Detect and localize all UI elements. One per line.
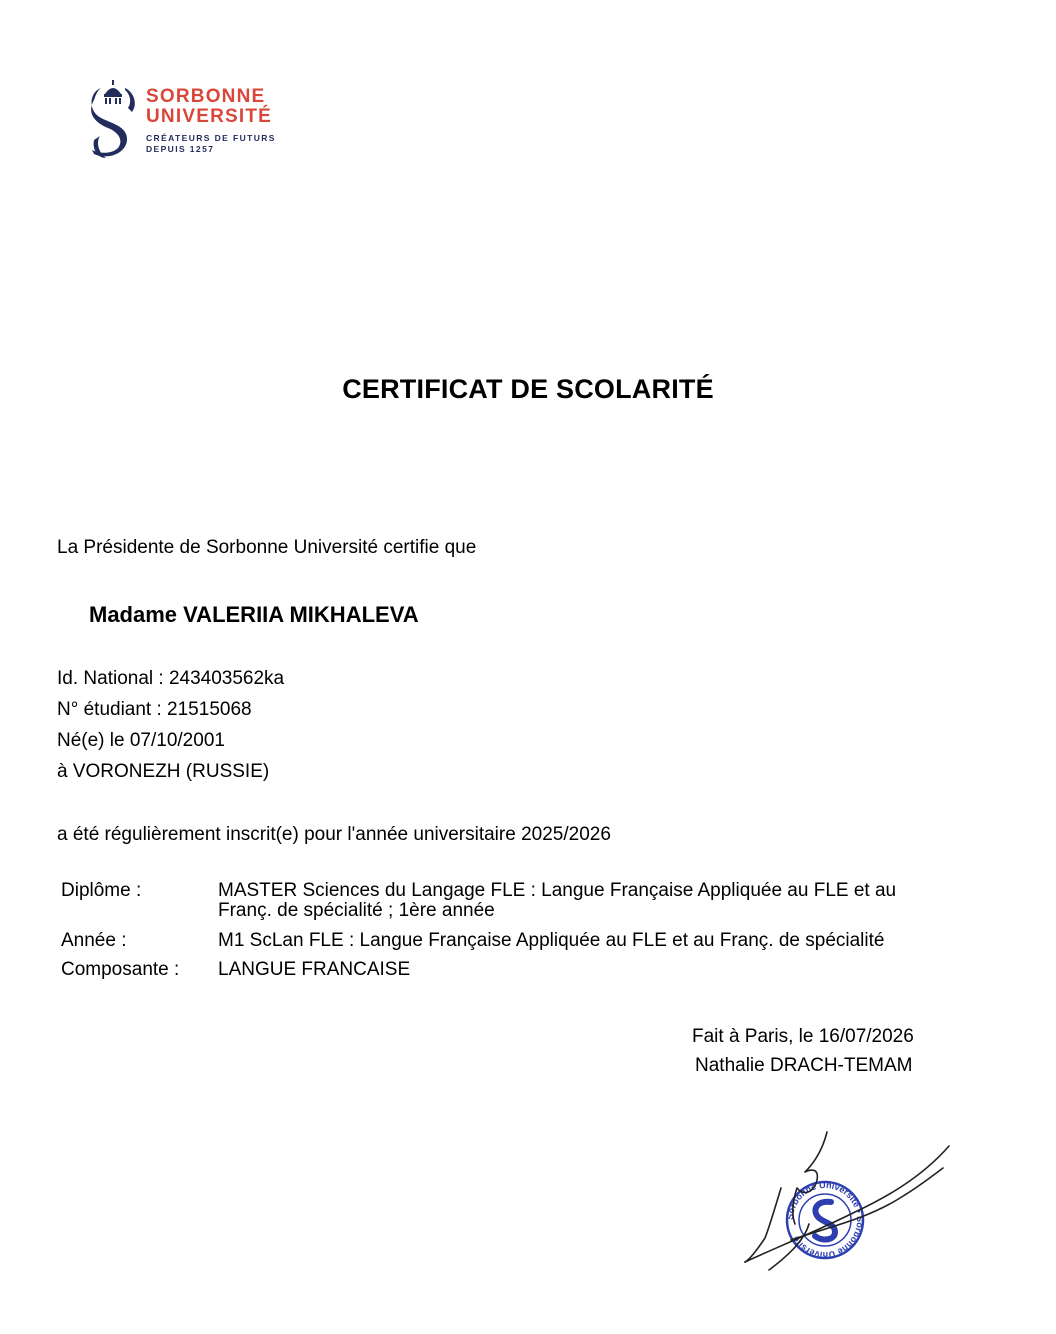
signatory-name: Nathalie DRACH-TEMAM [695, 1055, 913, 1076]
diplome-value-line1: MASTER Sciences du Langage FLE : Langue Française Appliquée au FLE et au [218, 880, 897, 901]
composante-value: LANGUE FRANCAISE [218, 959, 411, 980]
enrollment-statement: a été régulièrement inscrit(e) pour l'année universitaire 2025/2026 [57, 824, 611, 845]
diplome-label: Diplôme : [61, 880, 142, 901]
birth-date: Né(e) le 07/10/2001 [57, 730, 225, 751]
birth-place: à VORONEZH (RUSSIE) [57, 761, 270, 782]
logo-name-line1: SORBONNE [146, 86, 266, 107]
logo-tagline-line1: CRÉATEURS DE FUTURS [146, 133, 276, 143]
logo-name-line2: UNIVERSITÉ [146, 106, 273, 127]
signature-stamp-area [735, 1128, 960, 1278]
annee-value: M1 ScLan FLE : Langue Française Appliquée au FLE et au Franç. de spécialité [218, 930, 885, 951]
student-number: N° étudiant : 21515068 [57, 699, 252, 720]
document-title: CERTIFICAT DE SCOLARITÉ [342, 374, 714, 404]
diplome-value [218, 881, 978, 921]
annee-label: Année : [61, 930, 127, 951]
university-logo [88, 78, 288, 162]
logo-tagline-line2: DEPUIS 1257 [146, 144, 215, 154]
sorbonne-s-logo-icon [88, 78, 138, 162]
intro-text: La Présidente de Sorbonne Université certifie que [57, 537, 477, 558]
composante-label: Composante : [61, 959, 180, 980]
place-and-date: Fait à Paris, le 16/07/2026 [692, 1026, 914, 1047]
stamp-ring-text: Sorbonne Université • Sorbonne Université [784, 1179, 866, 1261]
id-national: Id. National : 243403562ka [57, 668, 285, 689]
student-name: Madame VALERIIA MIKHALEVA [89, 602, 419, 627]
diplome-value-line2: Franç. de spécialité ; 1ère année [218, 900, 495, 921]
